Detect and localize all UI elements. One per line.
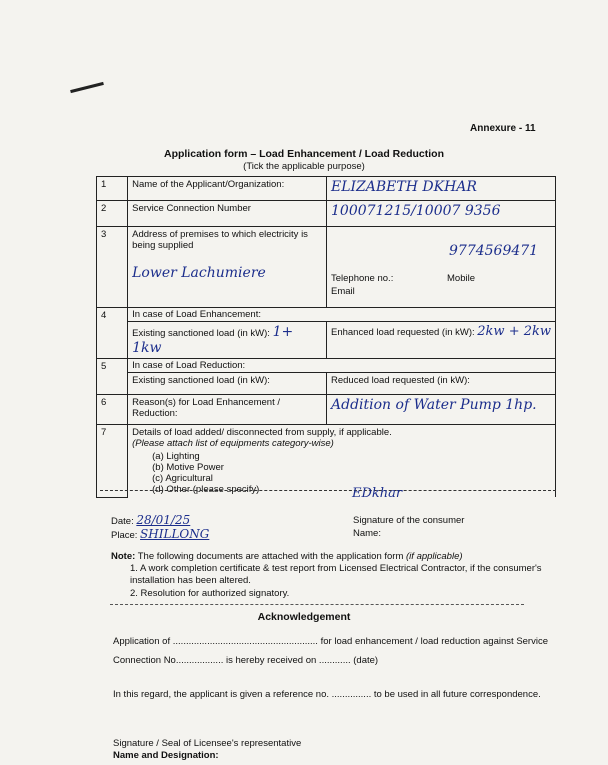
enhanced-load-label: Enhanced load requested (in kW): (331, 327, 475, 338)
load-enhancement-heading: In case of Load Enhancement: (128, 308, 556, 322)
telephone-label: Telephone no.: (331, 273, 394, 284)
load-reduction-heading: In case of Load Reduction: (128, 359, 556, 373)
date-label: Date: (111, 516, 134, 527)
existing-load-value: 1+ 1kw (132, 324, 294, 356)
row-number: 1 (97, 177, 128, 201)
existing-load-label: Existing sanctioned load (in kW): (132, 328, 270, 339)
table-row (97, 322, 556, 359)
date-field[interactable] (111, 513, 190, 527)
applicant-name-field[interactable] (327, 177, 556, 201)
consumer-signature-mark: EDkhar (352, 486, 403, 501)
note-item-1: 1. A work completion certificate & test report from Licensed Electrical Contractor, if the consumer's installation has been altered. (130, 563, 542, 586)
reason-field[interactable] (327, 395, 556, 425)
address-label: Address of premises to which electricity is being supplied (132, 229, 308, 251)
acknowledgement-title: Acknowledgement (257, 611, 351, 623)
pen-stroke-mark (70, 82, 104, 93)
list-item: (a) Lighting (152, 451, 200, 462)
reason-label: Reason(s) for Load Enhancement / Reduction: (128, 395, 327, 425)
service-connection-field[interactable] (327, 201, 556, 227)
name-designation-label: Name and Designation: (113, 750, 219, 761)
row-number: 4 (97, 308, 128, 359)
mobile-value: 9774569471 (449, 243, 539, 259)
note-text (111, 551, 551, 562)
list-item: (d) Other (please specify) (152, 484, 260, 495)
enhanced-load-value: 2kw + 2kw (477, 324, 551, 339)
note-body: The following documents are attached with the application form (135, 551, 407, 562)
load-details-label: Details of load added/ disconnected from supply, if applicable. (132, 427, 392, 438)
licensee-signature-label: Signature / Seal of Licensee's representative (113, 738, 302, 749)
table-row (97, 425, 556, 498)
email-label: Email (331, 286, 355, 297)
date-value: 28/01/25 (136, 513, 191, 527)
table-row (97, 395, 556, 425)
contact-cell[interactable] (327, 227, 556, 308)
enhanced-load-field[interactable] (327, 322, 556, 359)
place-label: Place: (111, 530, 138, 541)
form-title: Application form – Load Enhancement / Load Reduction (163, 148, 445, 160)
consumer-signature-label: Signature of the consumer (353, 515, 465, 526)
load-details-cell[interactable] (128, 425, 556, 498)
table-row (97, 373, 556, 395)
table-row (97, 177, 556, 201)
reason-value: Addition of Water Pump 1hp. (331, 397, 537, 413)
existing-load-field[interactable] (128, 322, 327, 359)
row-number: 5 (97, 359, 128, 395)
load-details-note: (Please attach list of equipments category-wise) (132, 438, 334, 449)
applicant-name-label: Name of the Applicant/Organization: (128, 177, 327, 201)
list-item: (c) Agricultural (152, 473, 213, 484)
service-connection-value: 100071215/10007 9356 (331, 203, 501, 219)
place-value: SHILLONG (140, 527, 210, 541)
acknowledgement-paragraph-1: Application of ....................................................... for load enhancement / load reduction against Service Connection No.................. is hereby received on ............ (date) (113, 636, 548, 666)
table-row (97, 308, 556, 322)
consumer-name-field[interactable]: Name: (353, 528, 381, 539)
row-number: 7 (97, 425, 128, 498)
table-bottom-divider (100, 490, 556, 491)
applicant-name-value: ELIZABETH DKHAR (331, 179, 477, 195)
existing-load-reduction-field[interactable] (128, 373, 327, 395)
reduced-load-field[interactable] (327, 373, 556, 395)
annexure-label: Annexure - 11 (470, 123, 536, 134)
service-connection-label: Service Connection Number (128, 201, 327, 227)
table-row (97, 201, 556, 227)
table-row (97, 227, 556, 308)
mobile-label: Mobile (447, 273, 475, 284)
form-subtitle: (Tick the applicable purpose) (243, 161, 365, 172)
place-field[interactable] (111, 527, 209, 541)
application-form-table (96, 176, 556, 498)
list-item: (b) Motive Power (152, 462, 224, 473)
table-row (97, 359, 556, 373)
existing-load-label: Existing sanctioned load (in kW): (132, 375, 270, 386)
note-italic: (if applicable) (406, 551, 463, 562)
section-divider (110, 604, 524, 605)
row-number: 2 (97, 201, 128, 227)
reduced-load-label: Reduced load requested (in kW): (331, 375, 470, 386)
note-item-2: 2. Resolution for authorized signatory. (130, 588, 290, 599)
address-cell[interactable] (128, 227, 327, 308)
address-value: Lower Lachumiere (132, 265, 266, 281)
row-number: 6 (97, 395, 128, 425)
row-number: 3 (97, 227, 128, 308)
note-label: Note: (111, 551, 136, 562)
acknowledgement-paragraph-2: In this regard, the applicant is given a reference no. ............... to be used in all future correspondence. (113, 689, 541, 700)
